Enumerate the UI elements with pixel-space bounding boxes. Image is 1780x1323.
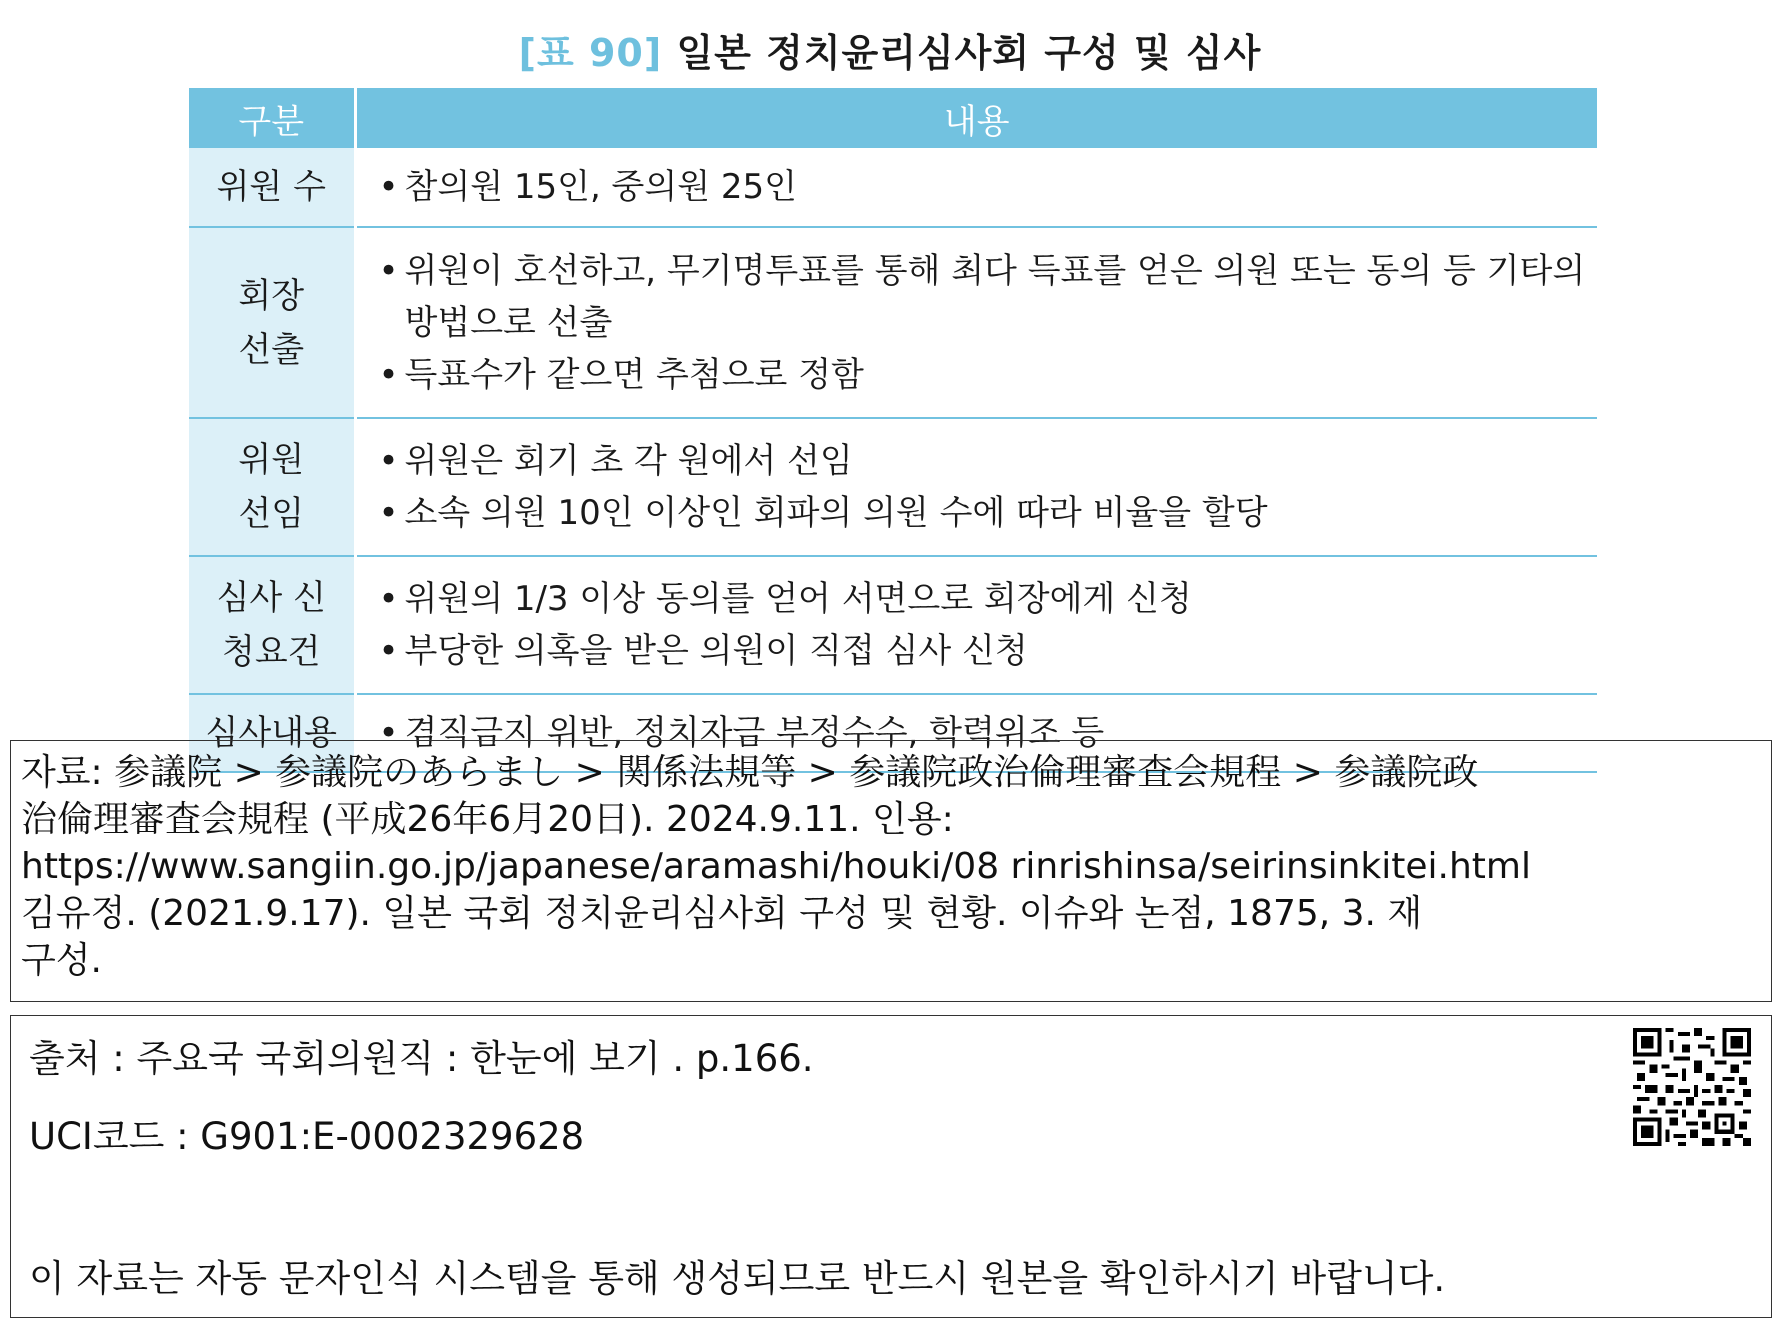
uci-code: UCI코드 : G901:E-0002329628 bbox=[29, 1115, 585, 1158]
row-content bbox=[355, 227, 1597, 418]
item-text: 위원이 호선하고, 무기명투표를 통해 최다 득표를 얻은 의원 또는 동의 등 기타의 방법으로 선출 bbox=[404, 250, 1586, 343]
row-category bbox=[189, 148, 355, 227]
citation-text: 출처 : 주요국 국회의원직 : 한눈에 보기 . p.166. bbox=[29, 1037, 814, 1080]
item-text: 부당한 의혹을 받은 의원이 직접 심사 신청 bbox=[404, 631, 1028, 671]
bullet-icon: • bbox=[378, 167, 399, 207]
header-content: 내용 bbox=[355, 88, 1597, 148]
category-label: 심사내용 bbox=[205, 713, 337, 753]
source-line: 治倫理審査会規程 (平成26年6月20日). 2024.9.11. 인용: bbox=[21, 799, 954, 840]
row-content bbox=[355, 148, 1597, 227]
bullet-icon: • bbox=[378, 354, 399, 395]
list-item bbox=[379, 625, 1598, 677]
table-title-text: 일본 정치윤리심사회 구성 및 심사 bbox=[676, 31, 1262, 75]
source-line: 구성. bbox=[21, 940, 102, 981]
item-text: 위원은 회기 초 각 원에서 선임 bbox=[404, 441, 853, 481]
table-number: [표 90] bbox=[518, 31, 663, 75]
item-text: 위원의 1/3 이상 동의를 얻어 서면으로 회장에게 신청 bbox=[404, 579, 1192, 619]
header-category: 구분 bbox=[189, 88, 355, 148]
table-row bbox=[189, 148, 1597, 227]
table-row bbox=[189, 556, 1597, 694]
source-line: 김유정. (2021.9.17). 일본 국회 정치윤리심사회 구성 및 현황. 이슈와 논점, 1875, 3. 재 bbox=[21, 893, 1423, 934]
category-label: 위원 수 bbox=[216, 167, 326, 207]
info-table bbox=[189, 88, 1597, 773]
table-title bbox=[0, 22, 1780, 77]
table-row bbox=[189, 227, 1597, 418]
list-item bbox=[379, 349, 1598, 401]
bullet-icon: • bbox=[378, 493, 399, 533]
bullet-icon: • bbox=[378, 713, 399, 753]
source-box bbox=[10, 740, 1772, 1002]
item-text: 소속 의원 10인 이상인 회파의 의원 수에 따라 비율을 할당 bbox=[404, 493, 1268, 533]
row-content bbox=[355, 418, 1597, 556]
list-item bbox=[379, 435, 1598, 487]
table-row bbox=[189, 418, 1597, 556]
bullet-icon: • bbox=[378, 441, 399, 481]
source-line: 자료: 参議院 > 参議院のあらまし > 関係法規等 > 参議院政治倫理審査会規程 > 参議院政 bbox=[21, 752, 1479, 793]
list-item bbox=[379, 487, 1598, 539]
category-label: 위원 선임 bbox=[238, 440, 305, 534]
bullet-icon: • bbox=[378, 631, 399, 671]
list-item bbox=[379, 573, 1598, 625]
row-content bbox=[355, 556, 1597, 694]
list-item bbox=[379, 245, 1598, 349]
category-label: 회장 선출 bbox=[238, 275, 305, 370]
row-category bbox=[189, 556, 355, 694]
item-text: 겸직금지 위반, 정치자금 부정수수, 학력위조 등 bbox=[404, 713, 1105, 753]
source-url: https://www.sangiin.go.jp/japanese/aramashi/houki/08 rinrishinsa/seirinsinkitei.html bbox=[21, 846, 1531, 887]
row-category bbox=[189, 227, 355, 418]
table-header-row bbox=[189, 88, 1597, 148]
bullet-icon: • bbox=[378, 579, 399, 619]
citation-box bbox=[10, 1015, 1772, 1318]
category-label: 심사 신청요건 bbox=[216, 578, 326, 672]
qr-code-icon bbox=[1633, 1028, 1751, 1146]
item-text: 득표수가 같으면 추첨으로 정함 bbox=[404, 354, 864, 395]
bullet-icon: • bbox=[378, 250, 399, 291]
row-category bbox=[189, 418, 355, 556]
item-text: 참의원 15인, 중의원 25인 bbox=[404, 167, 798, 207]
ocr-notice: 이 자료는 자동 문자인식 시스템을 통해 생성되므로 반드시 원본을 확인하시기 바랍니다. bbox=[29, 1257, 1446, 1300]
list-item bbox=[379, 161, 1598, 213]
